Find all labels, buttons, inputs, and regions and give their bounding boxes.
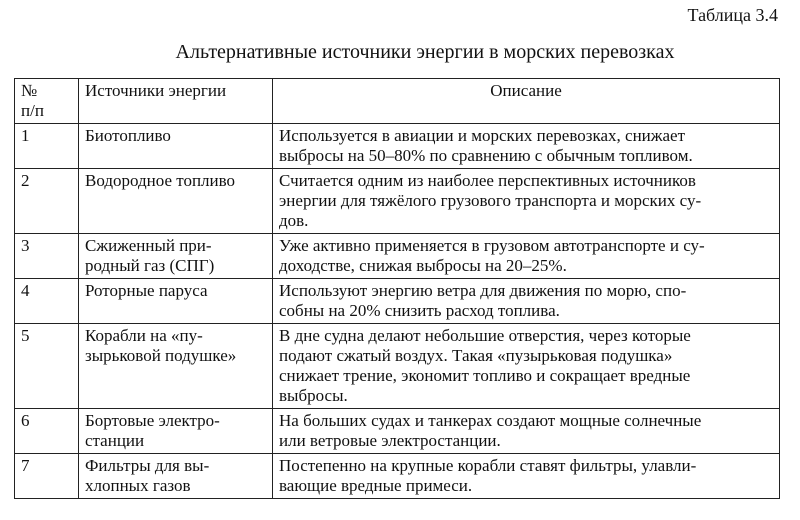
table-row [15, 454, 780, 499]
row-description: Постепенно на крупные корабли ставят фильтры, улавли- вающие вредные примеси. [273, 454, 780, 499]
row-source: Роторные паруса [79, 279, 273, 324]
row-description: Используют энергию ветра для движения по морю, спо- собны на 20% снизить расход топлива. [273, 279, 780, 324]
row-num: 2 [15, 169, 79, 234]
table-number: Таблица 3.4 [687, 5, 778, 25]
row-description: На больших судах и танкерах создают мощные солнечные или ветровые электростанции. [273, 409, 780, 454]
row-source: Водородное топливо [79, 169, 273, 234]
table-row [15, 169, 780, 234]
row-source: Бортовые электро- станции [79, 409, 273, 454]
header-description: Описание [273, 79, 780, 124]
header-num: № п/п [15, 79, 79, 124]
table-row [15, 124, 780, 169]
row-num: 3 [15, 234, 79, 279]
energy-sources-table [14, 78, 780, 499]
row-num: 6 [15, 409, 79, 454]
header-source: Источники энергии [79, 79, 273, 124]
table-row [15, 279, 780, 324]
table-row [15, 324, 780, 409]
row-description: Уже активно применяется в грузовом автотранспорте и су- доходстве, снижая выбросы на 20–25%. [273, 234, 780, 279]
row-num: 5 [15, 324, 79, 409]
row-description: Используется в авиации и морских перевозках, снижает выбросы на 50–80% по сравнению с обычным топливом. [273, 124, 780, 169]
row-description: Считается одним из наиболее перспективных источников энергии для тяжёлого грузового транспорта и морских су- дов. [273, 169, 780, 234]
row-source: Фильтры для вы- хлопных газов [79, 454, 273, 499]
row-num: 1 [15, 124, 79, 169]
row-description: В дне судна делают небольшие отверстия, через которые подают сжатый воздух. Такая «пузырьковая подушка» снижает трение, экономит топливо и сокращает вредные выбросы. [273, 324, 780, 409]
row-source: Корабли на «пу- зырьковой подушке» [79, 324, 273, 409]
table-header-row [15, 79, 780, 124]
row-num: 7 [15, 454, 79, 499]
row-source: Сжиженный при- родный газ (СПГ) [79, 234, 273, 279]
table-row [15, 409, 780, 454]
table-caption: Альтернативные источники энергии в морских перевозках [175, 41, 675, 63]
row-source: Биотопливо [79, 124, 273, 169]
table-row [15, 234, 780, 279]
row-num: 4 [15, 279, 79, 324]
